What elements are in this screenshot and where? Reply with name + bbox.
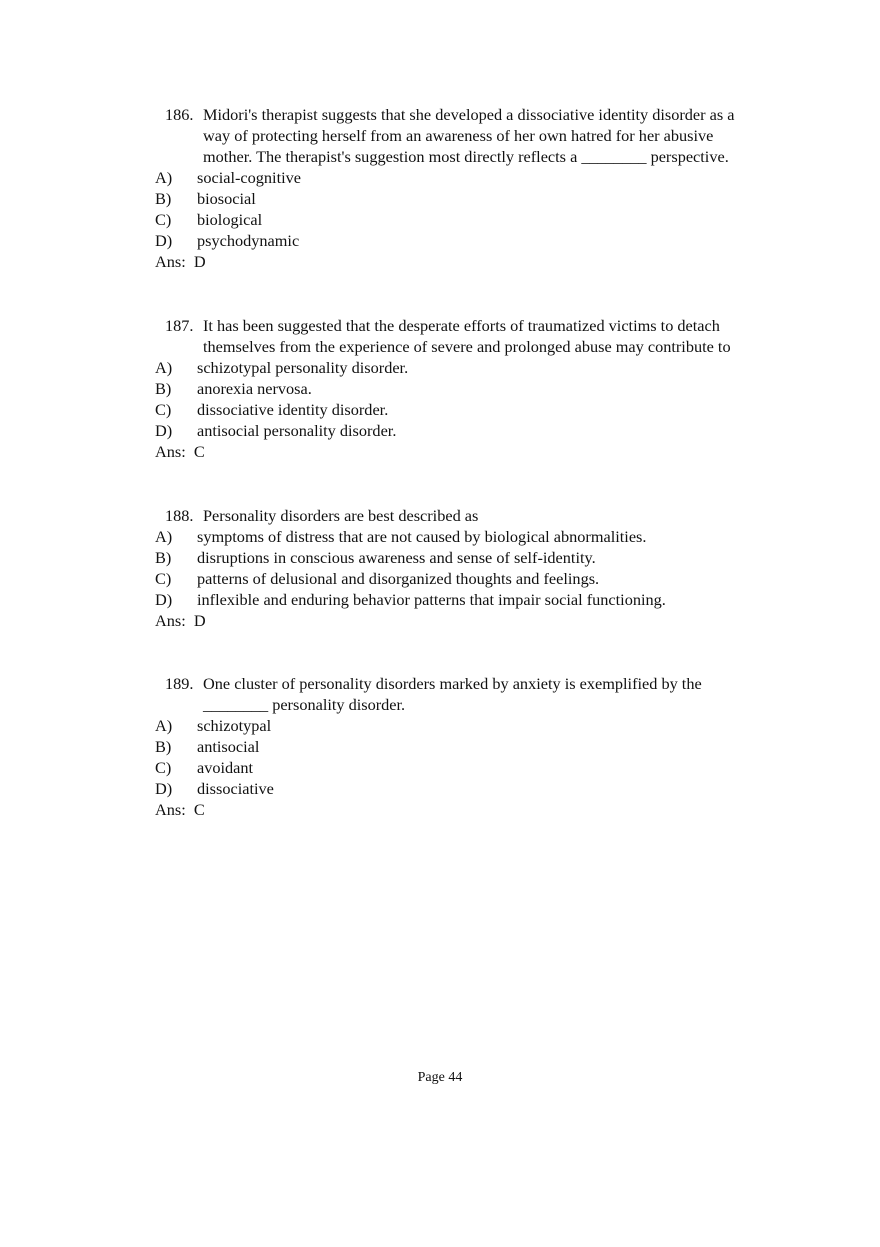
question-189 bbox=[155, 673, 795, 820]
option-text: schizotypal bbox=[197, 716, 272, 735]
option-text: biosocial bbox=[197, 189, 256, 208]
option-a bbox=[155, 357, 795, 378]
question-text-line: mother. The therapist's suggestion most directly reflects a ________ perspective. bbox=[203, 147, 729, 166]
question-text-line: themselves from the experience of severe and prolonged abuse may contribute to bbox=[203, 337, 731, 356]
question-186 bbox=[155, 104, 795, 272]
question-text-line: way of protecting herself from an awareness of her own hatred for her abusive bbox=[203, 126, 714, 145]
option-c bbox=[155, 399, 795, 420]
option-letter: C) bbox=[155, 569, 172, 588]
option-text: anorexia nervosa. bbox=[197, 379, 312, 398]
question-number: 189. bbox=[165, 674, 194, 693]
option-b bbox=[155, 188, 795, 209]
answer-label: Ans: bbox=[155, 252, 186, 271]
question-text-line: One cluster of personality disorders marked by anxiety is exemplified by the bbox=[203, 674, 702, 693]
option-letter: C) bbox=[155, 400, 172, 419]
option-text: dissociative bbox=[197, 779, 274, 798]
answer-label: Ans: bbox=[155, 800, 186, 819]
option-text: patterns of delusional and disorganized thoughts and feelings. bbox=[197, 569, 600, 588]
option-b bbox=[155, 736, 795, 757]
answer-value: D bbox=[193, 611, 206, 630]
question-number: 188. bbox=[165, 506, 194, 525]
question-188 bbox=[155, 505, 795, 631]
option-letter: C) bbox=[155, 210, 172, 229]
question-number: 187. bbox=[165, 316, 194, 335]
option-letter: D) bbox=[155, 590, 173, 609]
question-stem bbox=[155, 673, 795, 715]
option-letter: B) bbox=[155, 737, 172, 756]
option-a bbox=[155, 715, 795, 736]
question-text-line: Midori's therapist suggests that she developed a dissociative identity disorder as a bbox=[203, 105, 735, 124]
option-d bbox=[155, 420, 795, 441]
question-number: 186. bbox=[165, 105, 194, 124]
option-b bbox=[155, 547, 795, 568]
question-stem bbox=[155, 104, 795, 167]
option-text: dissociative identity disorder. bbox=[197, 400, 389, 419]
option-a bbox=[155, 526, 795, 547]
option-letter: A) bbox=[155, 716, 173, 735]
answer-value: D bbox=[193, 252, 206, 271]
option-letter: B) bbox=[155, 379, 172, 398]
option-letter: A) bbox=[155, 168, 173, 187]
option-letter: B) bbox=[155, 548, 172, 567]
question-stem bbox=[155, 315, 795, 357]
answer-label: Ans: bbox=[155, 442, 186, 461]
option-a bbox=[155, 167, 795, 188]
option-text: disruptions in conscious awareness and sense of self-identity. bbox=[197, 548, 596, 567]
page-number: Page 44 bbox=[417, 1070, 463, 1085]
answer-line bbox=[155, 799, 795, 820]
option-d bbox=[155, 230, 795, 251]
option-letter: D) bbox=[155, 231, 173, 250]
option-c bbox=[155, 209, 795, 230]
question-text-line: ________ personality disorder. bbox=[203, 695, 406, 714]
option-text: symptoms of distress that are not caused by biological abnormalities. bbox=[197, 527, 647, 546]
option-d bbox=[155, 589, 795, 610]
option-text: avoidant bbox=[197, 758, 254, 777]
option-text: psychodynamic bbox=[197, 231, 300, 250]
option-letter: B) bbox=[155, 189, 172, 208]
option-text: social-cognitive bbox=[197, 168, 301, 187]
option-b bbox=[155, 378, 795, 399]
answer-value: C bbox=[193, 800, 205, 819]
option-text: biological bbox=[197, 210, 263, 229]
question-187 bbox=[155, 315, 795, 462]
question-text-line: It has been suggested that the desperate efforts of traumatized victims to detach bbox=[203, 316, 720, 335]
answer-label: Ans: bbox=[155, 611, 186, 630]
option-d bbox=[155, 778, 795, 799]
option-c bbox=[155, 757, 795, 778]
option-text: antisocial bbox=[197, 737, 260, 756]
answer-value: C bbox=[193, 442, 205, 461]
question-text-line: Personality disorders are best described as bbox=[203, 506, 479, 525]
option-text: inflexible and enduring behavior patterns that impair social functioning. bbox=[197, 590, 666, 609]
question-stem bbox=[155, 505, 795, 526]
answer-line bbox=[155, 251, 795, 272]
option-letter: A) bbox=[155, 527, 173, 546]
option-letter: A) bbox=[155, 358, 173, 377]
option-text: antisocial personality disorder. bbox=[197, 421, 397, 440]
option-text: schizotypal personality disorder. bbox=[197, 358, 409, 377]
answer-line bbox=[155, 441, 795, 462]
option-letter: D) bbox=[155, 421, 173, 440]
option-c bbox=[155, 568, 795, 589]
option-letter: D) bbox=[155, 779, 173, 798]
option-letter: C) bbox=[155, 758, 172, 777]
answer-line bbox=[155, 610, 795, 631]
